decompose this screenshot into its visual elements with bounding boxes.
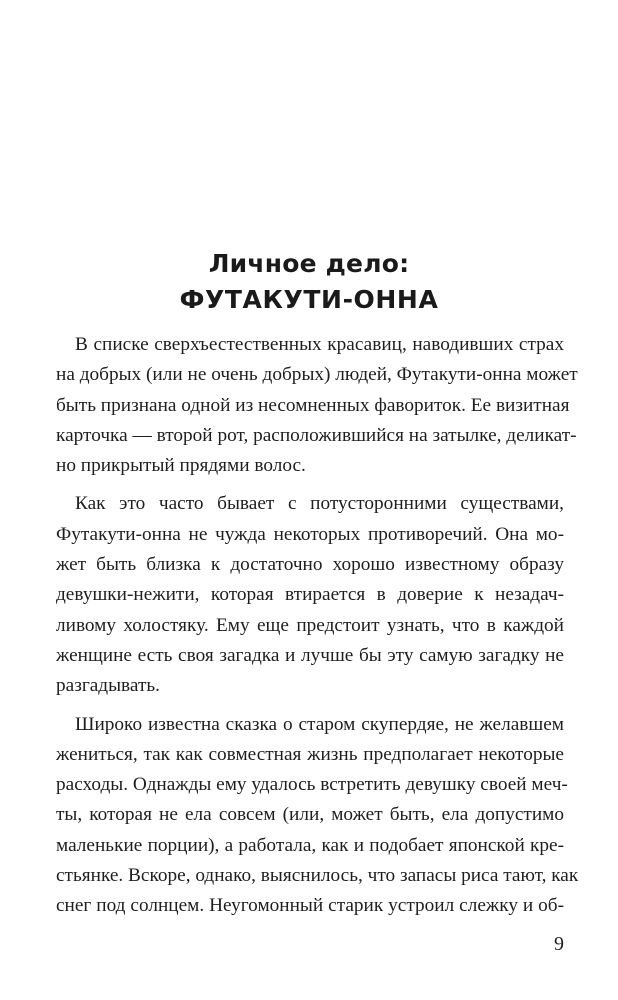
chapter-title-line-1: Личное дело:: [208, 249, 410, 278]
paragraph-2-line-5: ливому холостяку. Ему еще предстоит узнать, что в каждой: [56, 614, 564, 636]
body-text: [56, 330, 579, 922]
paragraph-3-line-1: Широко известна сказка о старом скупердяе, не желавшем: [75, 713, 564, 735]
paragraph-3-line-7: снег под солнцем. Неугомонный старик устроил слежку и об-: [56, 895, 564, 917]
paragraph-3-line-4: ты, которая не ела совсем (или, может быть, ела допустимо: [56, 804, 564, 826]
paragraph-2-line-2: Футакути-онна не чужда некоторых противоречий. Она мо-: [56, 523, 564, 545]
paragraph-gap: [56, 481, 564, 489]
paragraph-2-line-3: жет быть близка к достаточно хорошо известному образу: [56, 554, 564, 576]
paragraph-1-line-2: на добрых (или не очень добрых) людей, Футакути-онна может: [56, 364, 578, 386]
paragraph-1-line-1: В списке сверхъестественных красавиц, наводивших страх: [75, 334, 564, 355]
paragraph-1-line-3: быть признана одной из несомненных фавориток. Ее визитная: [56, 394, 570, 416]
paragraph-gap: [56, 702, 564, 710]
paragraph-1-line-5: но прикрытый прядями волос.: [56, 455, 306, 477]
paragraph-3-line-2: жениться, так как совместная жизнь предполагает некоторые: [56, 743, 564, 765]
paragraph-3-line-3: расходы. Однажды ему удалось встретить девушку своей меч-: [56, 774, 568, 796]
paragraph-2-line-4: девушки-нежити, которая втирается в доверие к незадач-: [56, 584, 564, 606]
paragraph-2-line-1: Как это часто бывает с потусторонними существами,: [75, 493, 564, 515]
paragraph-3-line-6: стьянке. Вскоре, однако, выяснилось, что запасы риса тают, как: [56, 865, 579, 887]
paragraph-2-line-6: женщине есть своя загадка и лучше бы эту самую загадку не: [56, 644, 564, 666]
paragraph-1-line-4: карточка — второй рот, расположившийся на затылке, деликат-: [56, 424, 577, 446]
chapter-title-line-2: ФУТАКУТИ-ОННА: [179, 285, 439, 314]
paragraph-3-line-5: маленькие порции), а работала, как и подобает японской кре-: [56, 834, 564, 856]
page-number: 9: [554, 933, 564, 955]
paragraph-2-line-7: разгадывать.: [56, 675, 160, 697]
